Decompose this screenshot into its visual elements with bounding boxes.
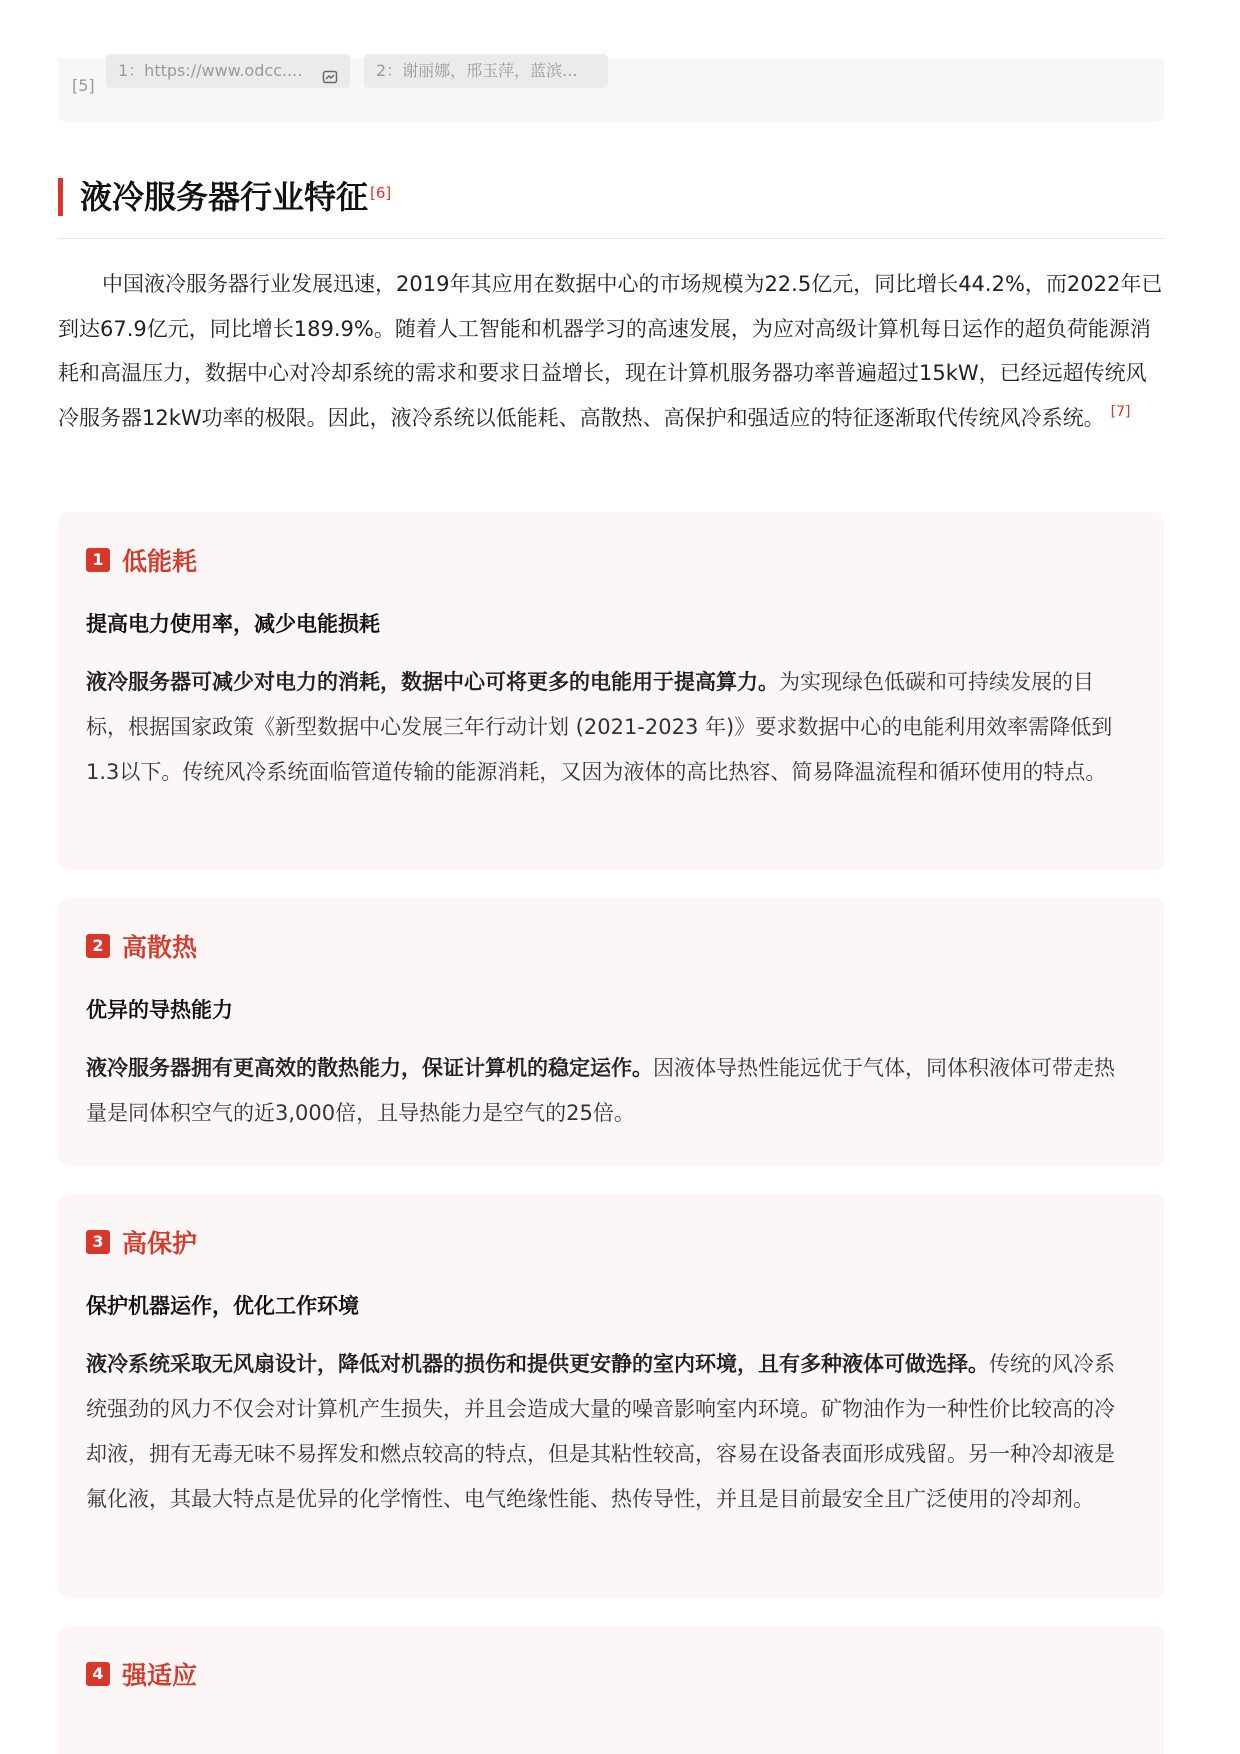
reference-chip-2-label: 2：谢丽娜，邢玉萍，蓝滨... (376, 61, 578, 80)
card-header (86, 540, 197, 580)
intro-ref[interactable]: [7] (1110, 403, 1131, 420)
reference-chip-2[interactable] (364, 54, 608, 88)
card-body (86, 660, 1130, 795)
card-title: 高散热 (122, 933, 198, 962)
section-title (80, 174, 391, 220)
card-number-badge: 2 (86, 934, 110, 958)
external-link-icon[interactable] (322, 63, 338, 79)
feature-card-high-heat-dissipation (58, 898, 1164, 1166)
section-title-text: 液冷服务器行业特征 (80, 178, 369, 216)
feature-card-strong-adaptability (58, 1626, 1164, 1754)
feature-card-high-protection (58, 1194, 1164, 1598)
reference-chip-1-label: 1：https://www.odcc.... (118, 61, 303, 80)
section-accent-bar (58, 178, 63, 216)
section-divider (58, 238, 1164, 239)
reference-index: [5] (72, 76, 95, 95)
card-body (86, 1342, 1130, 1522)
card-header (86, 926, 197, 966)
card-lead: 液冷服务器可减少对电力的消耗，数据中心可将更多的电能用于提高算力。 (86, 670, 779, 694)
reference-strip (58, 58, 1164, 122)
reference-chip-1[interactable] (106, 54, 350, 88)
card-text: 传统的风冷系统强劲的风力不仅会对计算机产生损失，并且会造成大量的噪音影响室内环境。矿物油作为一种性价比较高的冷却液，拥有无毒无味不易挥发和燃点较高的特点，但是其粘性较高，容易在设备表面形成残留。另一种冷却液是氟化液，其最大特点是优异的化学惰性、电气绝缘性能、热传导性，并且是目前最安全且广泛使用的冷却剂。 (86, 1352, 1115, 1511)
card-lead: 液冷服务器拥有更高效的散热能力，保证计算机的稳定运作。 (86, 1056, 653, 1080)
card-title: 高保护 (122, 1229, 198, 1258)
card-header (86, 1654, 197, 1694)
card-number-badge: 4 (86, 1662, 110, 1686)
card-number-badge: 3 (86, 1230, 110, 1254)
intro-text: 中国液冷服务器行业发展迅速，2019年其应用在数据中心的市场规模为22.5亿元，同比增长44.2%，而2022年已到达67.9亿元，同比增长189.9%。随着人工智能和机器学习的高速发展，为应对高级计算机每日运作的超负荷能源消耗和高温压力，数据中心对冷却系统的需求和要求日益增长，现在计算机服务器功率普遍超过15kW，已经远超传统风冷服务器12kW功率的极限。因此，液冷系统以低能耗、高散热、高保护和强适应的特征逐渐取代传统风冷系统。 (58, 272, 1163, 430)
card-text: 为实现绿色低碳和可持续发展的目标，根据国家政策《新型数据中心发展三年行动计划 (2021-2023 年)》要求数据中心的电能利用效率需降低到1.3以下。传统风冷系统面临管道传输的能源消耗，又因为液体的高比热容、简易降温流程和循环使用的特点。 (86, 670, 1113, 784)
card-title: 低能耗 (122, 547, 198, 576)
card-body (86, 1046, 1130, 1136)
card-text: 因液体导热性能远优于气体，同体积液体可带走热量是同体积空气的近3,000倍，且导热能力是空气的25倍。 (86, 1056, 1115, 1125)
card-subtitle: 优异的导热能力 (86, 998, 233, 1022)
card-subtitle: 提高电力使用率，减少电能损耗 (86, 612, 380, 636)
card-title: 强适应 (122, 1661, 198, 1690)
intro-paragraph (58, 262, 1164, 440)
card-header (86, 1222, 197, 1262)
card-subtitle: 保护机器运作，优化工作环境 (86, 1294, 359, 1318)
feature-card-low-energy (58, 512, 1164, 870)
card-number-badge: 1 (86, 548, 110, 572)
card-lead: 液冷系统采取无风扇设计，降低对机器的损伤和提供更安静的室内环境，且有多种液体可做选择。 (86, 1352, 989, 1376)
section-title-ref[interactable]: [6] (370, 184, 392, 202)
